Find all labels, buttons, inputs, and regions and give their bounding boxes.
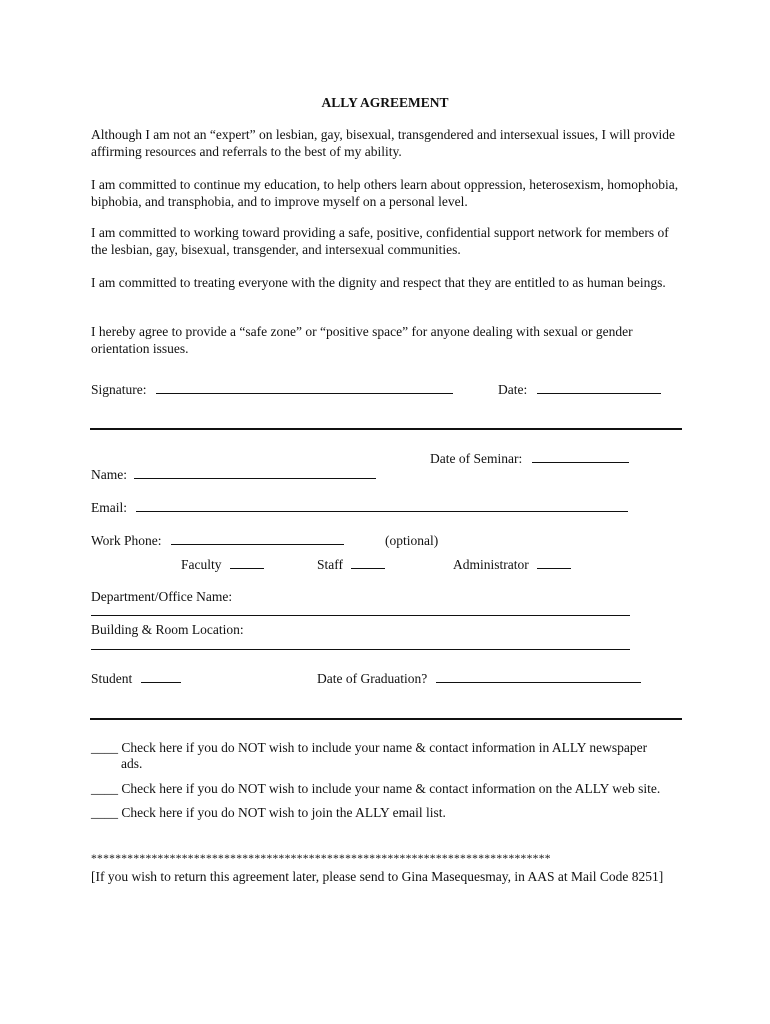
faculty-row xyxy=(181,556,264,573)
paragraph-education: I am committed to continue my education, to help others learn about oppression, heterosexism, homophobia, biphobia, and transphobia, and to improve myself on a personal level. xyxy=(91,177,679,209)
date-field[interactable] xyxy=(537,381,661,394)
department-field[interactable] xyxy=(91,603,630,616)
section-divider-top xyxy=(90,428,682,430)
name-field[interactable] xyxy=(134,466,376,479)
section-divider-bottom xyxy=(90,718,682,720)
checkbox-email-list-text: Check here if you do NOT wish to join the ALLY email list. xyxy=(121,805,446,820)
checkbox-blank[interactable]: ____ xyxy=(91,781,118,796)
date-row xyxy=(498,381,661,398)
graduation-row xyxy=(317,670,641,687)
student-row xyxy=(91,670,181,687)
paragraph-dignity: I am committed to treating everyone with the dignity and respect that they are entitled to as human beings. xyxy=(91,275,666,290)
staff-field[interactable] xyxy=(351,556,385,569)
paragraph-safe-zone: I hereby agree to provide a “safe zone” or “positive space” for anyone dealing with sexual or gender orientation issues. xyxy=(91,324,633,356)
administrator-label: Administrator xyxy=(453,557,529,572)
staff-label: Staff xyxy=(317,557,343,572)
checkbox-email-list[interactable] xyxy=(91,804,446,821)
seminar-date-row xyxy=(430,450,629,467)
work-phone-field[interactable] xyxy=(171,532,344,545)
email-row xyxy=(91,499,628,516)
faculty-field[interactable] xyxy=(230,556,264,569)
faculty-label: Faculty xyxy=(181,557,222,572)
return-note: [If you wish to return this agreement later, please send to Gina Masequesmay, in AAS at Mail Code 8251] xyxy=(91,869,664,884)
staff-row xyxy=(317,556,385,573)
department-label: Department/Office Name: xyxy=(91,589,233,604)
checkbox-blank[interactable]: ____ xyxy=(91,740,118,755)
seminar-date-label: Date of Seminar: xyxy=(430,451,523,466)
student-label: Student xyxy=(91,671,133,686)
building-label: Building & Room Location: xyxy=(91,622,244,637)
administrator-field[interactable] xyxy=(537,556,571,569)
student-field[interactable] xyxy=(141,670,181,683)
email-field[interactable] xyxy=(136,499,628,512)
signature-row xyxy=(91,381,453,398)
building-field[interactable] xyxy=(91,637,630,650)
work-phone-label: Work Phone: xyxy=(91,533,162,548)
paragraph-expertise: Although I am not an “expert” on lesbian, gay, bisexual, transgendered and intersexual issues, I will provide affirming resources and referrals to the best of my ability. xyxy=(91,127,675,159)
graduation-field[interactable] xyxy=(436,670,641,683)
checkbox-website-text: Check here if you do NOT wish to include your name & contact information on the ALLY web site. xyxy=(121,781,661,796)
paragraph-support-network: I am committed to working toward providing a safe, positive, confidential support network for members of the lesbian, gay, bisexual, transgender, and intersexual communities. xyxy=(91,225,669,257)
asterisk-divider: **************************************************************************** xyxy=(91,853,551,865)
seminar-date-field[interactable] xyxy=(532,450,629,463)
checkbox-newspaper-text-cont: ads. xyxy=(121,756,143,771)
signature-field[interactable] xyxy=(156,381,453,394)
optional-note: (optional) xyxy=(385,533,439,548)
checkbox-blank[interactable]: ____ xyxy=(91,805,118,820)
signature-label: Signature: xyxy=(91,382,147,397)
email-label: Email: xyxy=(91,500,127,515)
work-phone-row xyxy=(91,532,344,549)
date-label: Date: xyxy=(498,382,528,397)
checkbox-newspaper[interactable] xyxy=(91,739,647,756)
name-label: Name: xyxy=(91,467,127,482)
checkbox-website[interactable] xyxy=(91,780,660,797)
document-title: ALLY AGREEMENT xyxy=(321,95,449,110)
name-row xyxy=(91,466,376,483)
administrator-row xyxy=(453,556,571,573)
graduation-label: Date of Graduation? xyxy=(317,671,428,686)
checkbox-newspaper-text: Check here if you do NOT wish to include your name & contact information in ALLY newspaper xyxy=(121,740,648,755)
